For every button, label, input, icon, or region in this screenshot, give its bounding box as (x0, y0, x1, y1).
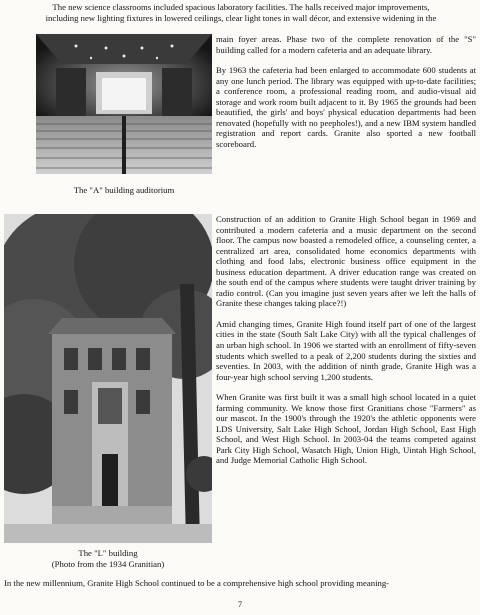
intro-text (4, 2, 478, 23)
closing-line: In the new millennium, Granite High School continued to be a comprehensive high school providing meaning- (4, 578, 390, 588)
cafeteria-library-paragraph: By 1963 the cafeteria had been enlarged to accommodate 600 students at any one lunch period. The library was equipped with up-to-date facilities; a conference room, a professional reading room, and audio-visual aid storage and work room built adjacent to it. By 1965 the grounds had been beautified, the girls' and boys' physical education departments had been renovated (hopefully with no peepholes!), and a new IBM system handled registration and report cards. Granite also sported a new football scoreboard. (216, 65, 476, 149)
farmers-mascot-paragraph: When Granite was first built it was a small high school located in a quiet farming community. We know those first Granitians chose "Farmers" as our mascot. In the 1900's through the 1920's the athletic opponents were LDS University, Salt Lake High School, Jordan High School, East High School, and West High School. In 2003-04 the teams competed against Park City High School, Wasatch High, Union High, Uintah High School, and Judge Memorial Catholic High School. (216, 392, 476, 466)
l-building-photo (4, 214, 212, 543)
l-building-caption (4, 548, 212, 569)
top-right-column (216, 34, 476, 159)
l-building-caption-line-2: (Photo from the 1934 Granitian) (51, 558, 165, 569)
addition-paragraph: Construction of an addition to Granite High School began in 1969 and contributed a modern cafeteria and a music department on the second floor. The campus now boasted a remodeled office, a counseling center, a centralized art area, consolidated home economics departments with clothing and food labs, electronic business office equipment in the business education department. A driver education range was created on the south end of the campus where students were taught driver training by radio control. (Can you imagine just seven years after we left the halls of Granite these changes taking place?!) (216, 214, 476, 309)
renovation-paragraph: main foyer areas. Phase two of the complete renovation of the "S" building called for a modern cafeteria and an adequate library. (216, 34, 476, 55)
auditorium-photo (36, 34, 212, 174)
l-building-caption-line-1: The "L" building (78, 548, 138, 558)
page-number: 7 (238, 600, 242, 609)
auditorium-caption: The "A" building auditorium (73, 185, 175, 195)
changing-times-paragraph: Amid changing times, Granite High found itself part of one of the largest cities in the state (South Salt Lake City) with all the typical challenges of an urban high school. In 1906 we started with an enrollment of fifty-seven students which swelled to a peak of 2,200 students during the sixties and seventies. In 2003, with the addition of ninth grade, Granite High was a four-year high school serving 1,200 students. (216, 318, 476, 382)
bottom-right-column (216, 214, 476, 476)
intro-line-1: The new science classrooms included spacious laboratory facilities. The halls received major improvements, (52, 2, 430, 12)
intro-line-2: including new lighting fixtures in lowered ceilings, clear light tones in wall décor, and extensive widening in the (45, 12, 437, 23)
